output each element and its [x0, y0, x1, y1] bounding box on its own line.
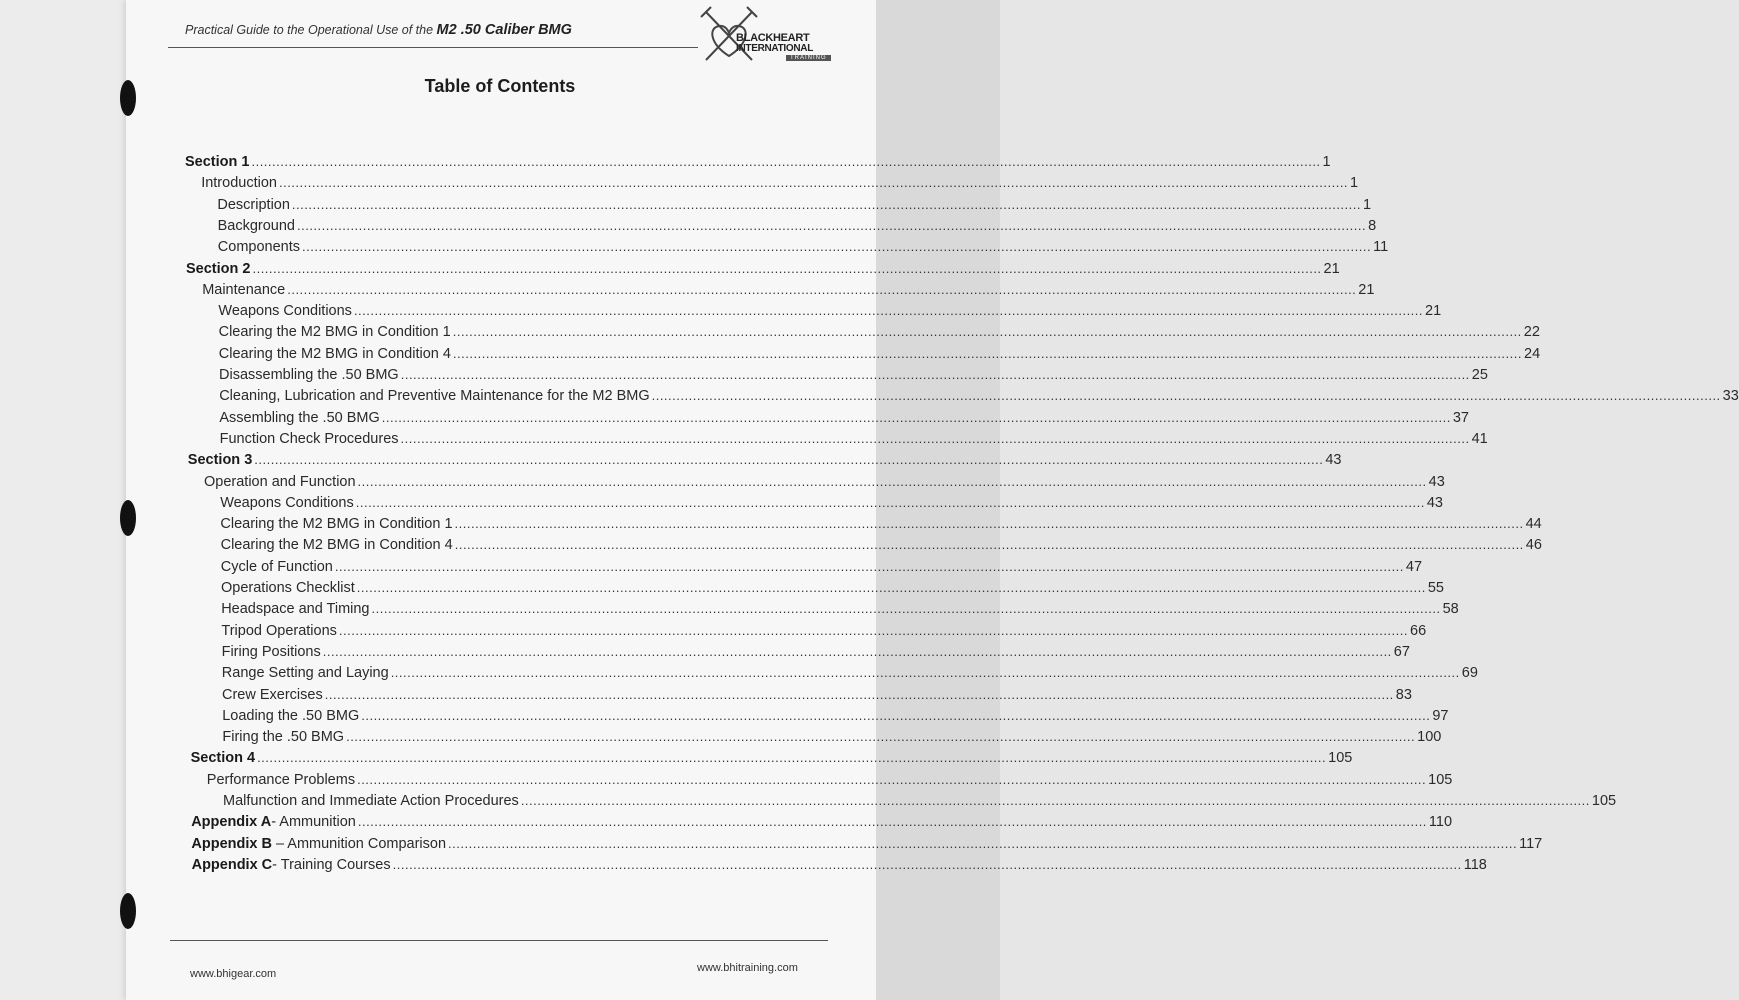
toc-entry-text: Crew Exercises: [222, 686, 323, 703]
toc-entry-label: [223, 793, 519, 809]
toc-entry-page: 43: [1428, 473, 1445, 490]
toc-entry-label: [221, 559, 333, 575]
toc-entry-page: 1: [1363, 196, 1372, 213]
toc-entry-label: [221, 623, 337, 639]
toc-entry-label: [191, 814, 356, 830]
toc-entry: [219, 430, 1488, 452]
toc-entry-page: 21: [1425, 303, 1442, 320]
toc-leader-dots: ....................................................................................................................................................................................................................................................................: [334, 558, 1404, 574]
toc-leader-dots: ....................................................................................................................................................................................................................................................................: [355, 494, 1425, 510]
toc-entry-bold: Appendix C: [191, 856, 273, 873]
toc-entry-text: Cycle of Function: [220, 558, 333, 575]
toc-entry-label: [191, 836, 446, 852]
toc-entry: [220, 516, 1542, 537]
toc-entry: [191, 856, 1487, 878]
toc-entry-label: [219, 410, 379, 426]
toc-leader-dots: ....................................................................................................................................................................................................................................................................: [291, 196, 1361, 212]
toc-entry-text: – Ammunition Comparison: [271, 835, 447, 852]
toc-entry-label: [219, 346, 451, 362]
toc-entry-page: 43: [1325, 452, 1342, 469]
toc-entry-page: 47: [1405, 558, 1423, 575]
toc-entry-page: 21: [1323, 260, 1340, 277]
toc-entry: [217, 239, 1389, 260]
toc-entry-text: Firing the .50 BMG: [222, 729, 345, 746]
toc-leader-dots: ....................................................................................................................................................................................................................................................................: [520, 793, 1590, 808]
toc-entry: [221, 665, 1478, 686]
toc-leader-dots: ....................................................................................................................................................................................................................................................................: [356, 580, 1426, 595]
toc-entry-label: [219, 388, 649, 404]
toc-entry: [223, 793, 1617, 814]
toc-entry: [185, 154, 1331, 175]
toc-entry-page: 66: [1410, 622, 1427, 639]
toc-entry-page: 33: [1722, 388, 1739, 405]
footer-right-url: www.bhitraining.com: [697, 962, 798, 974]
toc-leader-dots: ....................................................................................................................................................................................................................................................................: [357, 771, 1427, 787]
toc-entry-page: 83: [1395, 686, 1412, 703]
toc-entry-page: 24: [1524, 345, 1541, 362]
toc-entry-label: [221, 537, 453, 553]
toc-entry-page: 69: [1461, 665, 1478, 682]
toc-entry-text: Function Check Procedures: [219, 430, 399, 447]
toc-entry-page: 25: [1471, 367, 1488, 383]
toc-entry-label: [219, 324, 451, 340]
toc-leader-dots: ....................................................................................................................................................................................................................................................................: [392, 856, 1462, 872]
toc-entry-label: [217, 197, 290, 213]
toc-entry-page: 46: [1525, 537, 1542, 554]
toc-entry: [220, 537, 1542, 558]
toc-entry: [202, 281, 1375, 303]
toc-entry-text: Performance Problems: [206, 771, 356, 788]
toc-entry-text: Loading the .50 BMG: [222, 707, 360, 724]
toc-leader-dots: ....................................................................................................................................................................................................................................................................: [353, 303, 1424, 319]
toc-entry-label: [219, 367, 399, 383]
toc-entry-text: Disassembling the .50 BMG: [219, 367, 399, 383]
toc-entry-label: [202, 282, 285, 298]
background-left: [0, 0, 128, 1000]
toc-entry-label: [221, 601, 369, 617]
toc-entry-label: [221, 580, 355, 596]
toc-entry-bold: Appendix A: [191, 814, 272, 831]
toc-entry: [204, 473, 1445, 495]
toc-entry: [219, 388, 1739, 409]
toc-leader-dots: ....................................................................................................................................................................................................................................................................: [257, 750, 1327, 766]
toc-leader-dots: ....................................................................................................................................................................................................................................................................: [448, 835, 1518, 851]
toc-entry-label: [188, 452, 252, 468]
toc-entry-label: [222, 665, 389, 681]
toc-leader-dots: ....................................................................................................................................................................................................................................................................: [296, 217, 1367, 233]
toc-entry-label: [220, 431, 399, 447]
toc-entry-text: Clearing the M2 BMG in Condition 1: [220, 516, 453, 533]
toc-leader-dots: ....................................................................................................................................................................................................................................................................: [381, 409, 1451, 425]
toc-entry-text: Description: [217, 196, 290, 213]
toc-leader-dots: ....................................................................................................................................................................................................................................................................: [287, 281, 1357, 297]
running-header-emphasis: M2 .50 Caliber BMG: [436, 22, 572, 38]
logo: [700, 8, 840, 66]
toc-entry-page: 11: [1373, 239, 1389, 256]
toc-entry-label: [222, 687, 323, 703]
toc-entry-bold: Section 4: [190, 750, 256, 767]
toc-entry-text: Clearing the M2 BMG in Condition 4: [220, 537, 453, 554]
toc-entry: [218, 303, 1442, 324]
toc-entry: [218, 345, 1541, 367]
logo-tag: TRAINING: [786, 55, 831, 61]
toc-entry-text: Weapons Conditions: [218, 303, 352, 320]
toc-entry-label: [220, 495, 354, 511]
toc-entry-page: 22: [1523, 324, 1540, 341]
logo-line-1: BLACKHEART: [736, 32, 810, 44]
toc-entry-page: 117: [1519, 835, 1543, 852]
toc-entry-page: 1: [1350, 175, 1359, 192]
toc-entry-text: Headspace and Timing: [221, 601, 370, 618]
toc-leader-dots: ....................................................................................................................................................................................................................................................................: [252, 260, 1322, 276]
toc-leader-dots: ....................................................................................................................................................................................................................................................................: [390, 665, 1460, 681]
toc-entry: [217, 217, 1377, 239]
toc-entry-bold: Section 2: [186, 260, 251, 277]
toc-leader-dots: ....................................................................................................................................................................................................................................................................: [251, 154, 1321, 169]
toc-entry: [206, 771, 1453, 793]
toc-entry-text: Clearing the M2 BMG in Condition 4: [218, 345, 451, 362]
toc-entry-text: Operations Checklist: [221, 580, 355, 596]
toc-leader-dots: ....................................................................................................................................................................................................................................................................: [357, 814, 1427, 830]
toc-entry-bold: Section 1: [185, 154, 250, 170]
toc-entry-label: [186, 261, 250, 277]
toc-leader-dots: ....................................................................................................................................................................................................................................................................: [452, 345, 1522, 361]
toc-entry-text: Range Setting and Laying: [221, 665, 389, 682]
toc-entry-page: 37: [1452, 409, 1469, 426]
toc-entry-page: 110: [1428, 814, 1453, 831]
toc-entry: [186, 260, 1340, 282]
toc-entry-text: Firing Positions: [221, 643, 321, 660]
toc-entry-page: 100: [1417, 729, 1442, 746]
toc-entry-label: [207, 772, 355, 788]
toc-entry-label: [218, 239, 300, 255]
toc-leader-dots: ....................................................................................................................................................................................................................................................................: [254, 452, 1324, 468]
toc-leader-dots: ....................................................................................................................................................................................................................................................................: [371, 601, 1441, 617]
toc-entry: [191, 835, 1543, 857]
toc-entry: [221, 622, 1427, 644]
toc-entry: [221, 601, 1459, 622]
toc-leader-dots: ....................................................................................................................................................................................................................................................................: [361, 707, 1431, 723]
toc-entry: [222, 686, 1412, 708]
binder-hole: [120, 893, 136, 929]
toc-entry-text: Weapons Conditions: [220, 494, 354, 511]
toc-entry: [222, 729, 1442, 750]
toc-entry: [219, 409, 1469, 431]
toc-entry-text: Components: [217, 239, 301, 256]
toc-entry-label: [220, 516, 452, 532]
toc-leader-dots: ....................................................................................................................................................................................................................................................................: [322, 643, 1392, 659]
toc-entry-label: [222, 729, 344, 745]
toc-entry-page: 1: [1322, 154, 1331, 170]
toc-entry-bold: Appendix B: [191, 835, 272, 852]
toc-leader-dots: ....................................................................................................................................................................................................................................................................: [454, 516, 1524, 532]
toc-entry: [201, 175, 1359, 196]
toc-entry-page: 105: [1328, 750, 1353, 767]
toc-entry-text: Introduction: [201, 175, 277, 192]
toc-entry-page: 43: [1426, 494, 1443, 511]
running-header-prefix: Practical Guide to the Operational Use of the: [185, 23, 434, 37]
toc-entry-label: [218, 303, 352, 319]
toc-leader-dots: ....................................................................................................................................................................................................................................................................: [400, 367, 1470, 382]
footer-left-url: www.bhigear.com: [190, 968, 277, 980]
toc-entry-text: Cleaning, Lubrication and Preventive Maintenance for the M2 BMG: [219, 388, 650, 405]
toc-entry: [191, 814, 1453, 835]
toc-entry-page: 41: [1471, 430, 1488, 447]
toc-entry: [220, 558, 1423, 580]
header-rule: [168, 47, 698, 48]
toc-entry: [218, 324, 1540, 345]
logo-line-2: INTERNATIONAL: [736, 43, 814, 54]
toc-entry: [221, 643, 1410, 665]
toc-entry-page: 105: [1428, 771, 1453, 788]
toc-entry-text: Background: [217, 217, 295, 234]
toc-entry-page: 118: [1463, 856, 1487, 873]
toc-leader-dots: ....................................................................................................................................................................................................................................................................: [400, 430, 1470, 446]
toc-entry: [219, 367, 1488, 388]
toc-entry-page: 58: [1442, 601, 1459, 618]
toc-entry-text: - Ammunition: [271, 814, 356, 831]
toc-entry-text: Tripod Operations: [221, 622, 337, 639]
toc-leader-dots: ....................................................................................................................................................................................................................................................................: [324, 686, 1394, 702]
toc-entry: [220, 494, 1443, 516]
toc-entry-label: [191, 750, 255, 766]
toc-entry-page: 21: [1358, 281, 1375, 298]
toc-entry: [222, 707, 1449, 729]
footer-rule: [170, 940, 828, 941]
toc-entry-page: 8: [1368, 217, 1377, 234]
toc-entry-label: [201, 175, 277, 191]
toc-entry-page: 55: [1427, 580, 1444, 596]
toc-leader-dots: ....................................................................................................................................................................................................................................................................: [302, 239, 1372, 255]
toc-heading: Table of Contents: [424, 76, 576, 96]
toc-entry-page: 97: [1432, 707, 1449, 724]
toc-entry: [221, 580, 1444, 601]
toc-entry-text: - Training Courses: [272, 856, 391, 873]
toc-leader-dots: ....................................................................................................................................................................................................................................................................: [452, 324, 1522, 340]
toc-entry-text: Maintenance: [202, 281, 286, 298]
toc-entry-text: Assembling the .50 BMG: [219, 409, 380, 426]
toc-entry-label: [222, 644, 321, 660]
toc-leader-dots: ....................................................................................................................................................................................................................................................................: [278, 175, 1349, 191]
toc-leader-dots: ....................................................................................................................................................................................................................................................................: [357, 473, 1427, 489]
toc-entry-page: 44: [1525, 516, 1542, 533]
toc-entry-text: Operation and Function: [204, 473, 356, 490]
toc-entry-label: [192, 857, 391, 873]
toc-entry-bold: Section 3: [187, 452, 253, 469]
binder-hole: [120, 500, 136, 536]
toc-entry-label: [185, 154, 249, 170]
toc-entry-page: 67: [1393, 643, 1410, 660]
toc-entry: [217, 196, 1372, 218]
toc-entry-text: Clearing the M2 BMG in Condition 1: [218, 324, 451, 341]
toc-leader-dots: ....................................................................................................................................................................................................................................................................: [338, 622, 1408, 638]
toc-entry: [187, 452, 1342, 473]
toc-entry-text: Malfunction and Immediate Action Procedures: [223, 793, 519, 809]
toc-entry-label: [222, 708, 359, 724]
toc-entry-page: 105: [1591, 793, 1617, 809]
toc-leader-dots: ....................................................................................................................................................................................................................................................................: [346, 729, 1416, 745]
toc-leader-dots: ....................................................................................................................................................................................................................................................................: [454, 537, 1524, 553]
toc-entry-label: [218, 218, 295, 234]
toc-entry-label: [204, 474, 356, 490]
toc-entry: [190, 750, 1353, 771]
toc-leader-dots: ....................................................................................................................................................................................................................................................................: [651, 388, 1721, 404]
running-header: [185, 22, 572, 38]
